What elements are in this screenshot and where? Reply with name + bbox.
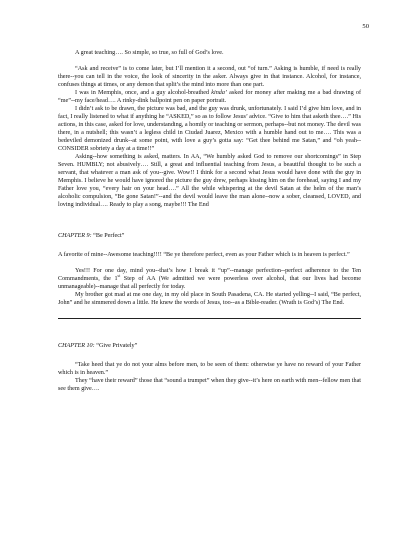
paragraph: My brother got mad at me one day, in my old place in South Pasadena, CA. He started yelling--I said, “Be perfect, John” and he simmered down a little. He knew the words of Jesus, too--as a Bible-reader. (Wrath is God’s) The End. [58, 292, 361, 307]
chapter-title: “Give Privately” [96, 343, 138, 350]
italic-word: kinda’ [211, 89, 227, 96]
paragraph: “Take heed that ye do not your alms before men, to be seen of them: otherwise ye have no reward of your Father which is in heaven.” [58, 362, 361, 377]
section-divider [58, 318, 361, 319]
paragraph [58, 267, 361, 291]
chapter-title: “Be Perfect” [93, 233, 125, 240]
paragraph-text: asked for money after making me a bad drawing of “me”--my face/head…. A rinky-dink ballpoint pen on paper portrait. [58, 89, 361, 104]
chapter-label: CHAPTER 9 [58, 233, 90, 240]
paragraph: “Ask and receive” is to come later, but I’ll mention it a second, out “of turn.” Asking is humble, if need is really there--you can tell in the voice, the look of sincerity in the asker. Always give in that instance. Alcohol, for instance, confuses things at times, or any demon that split’s the mind into more than one part. [58, 65, 361, 88]
superscript: st [117, 272, 121, 278]
page-body [58, 49, 361, 393]
chapter-heading: CHAPTER 9: “Be Perfect” [58, 233, 125, 240]
paragraph: I didn’t ask to be drawn, the picture was bad, and the guy was drunk, unfortunately. I said I’d give him love, and in fact, I really listened to what if anything he “ASKED,” so as to follow Jesus’ advice. “Give to him that asketh thee….” His actions, in this case, asked for love, understanding, a homily or teaching or sermon, perhaps--but not money. The devil was there, in a nutshell; this wasn’t a legless child in Ciudad Juarez, Mexico with a humble hand out to me…. This was a bedeviled demonized drunk--at some point, with love a guy’s gotta say: “Get thee behind me Satan,” and “oh yeah--CONSIDER sobriety a day at a time!!” [58, 105, 361, 153]
paragraph-text: Yes!!! For one day, mind you--that’s how I break it “up”--manage perfection--perfect adherence to the Ten Commandments, the 1 [58, 267, 361, 283]
paragraph [58, 89, 361, 105]
paragraph: A great teaching…. So simple, so true, so full of God’s love. [75, 50, 224, 56]
paragraph: Asking--how something is asked, matters. In AA, “We humbly asked God to remove our shortcomings” in Step Seven. HUMBLY; not abusively…. Still, a great and influential teaching from Jesus, a beautiful thought to be such a servant, that whatever a man ask of you--give. Wow!! I think for a second what Jesus would have done with the guy in Memphis. I believe he would have ignored the picture the guy drew, perhaps kissing him on the forehead, saying I and my Father love you, “every hair on your head….” All the while whispering at the devil Satan at the helm of the man’s alcoholic compulsion, “Be gone Satan!”--and the devil would leave the man alone--now a sober, cleansed, LOVED, and loving individual…. Ready to play a song, maybe!!! The End [58, 154, 361, 209]
chapter-label: CHAPTER 10 [58, 343, 93, 350]
paragraph: They “have their reward” those that “sound a trumpet” when they give--it’s here on earth with men--fellow men that see them give…. [58, 378, 361, 393]
paragraph-text: Step of AA (We admitted we were powerless over alcohol, that our lives had become unmanageable)--manage that all perfectly for today. [58, 276, 361, 291]
paragraph-text: I was in Memphis, once, and a guy alcohol-breathed [75, 89, 212, 96]
page-number: 50 [362, 23, 369, 30]
paragraph: A favorite of mine--Awesome teaching!!!! “Be ye therefore perfect, even as your Father which is in heaven is perfect.” [58, 252, 350, 259]
chapter-heading: CHAPTER 10: “Give Privately” [58, 343, 138, 350]
